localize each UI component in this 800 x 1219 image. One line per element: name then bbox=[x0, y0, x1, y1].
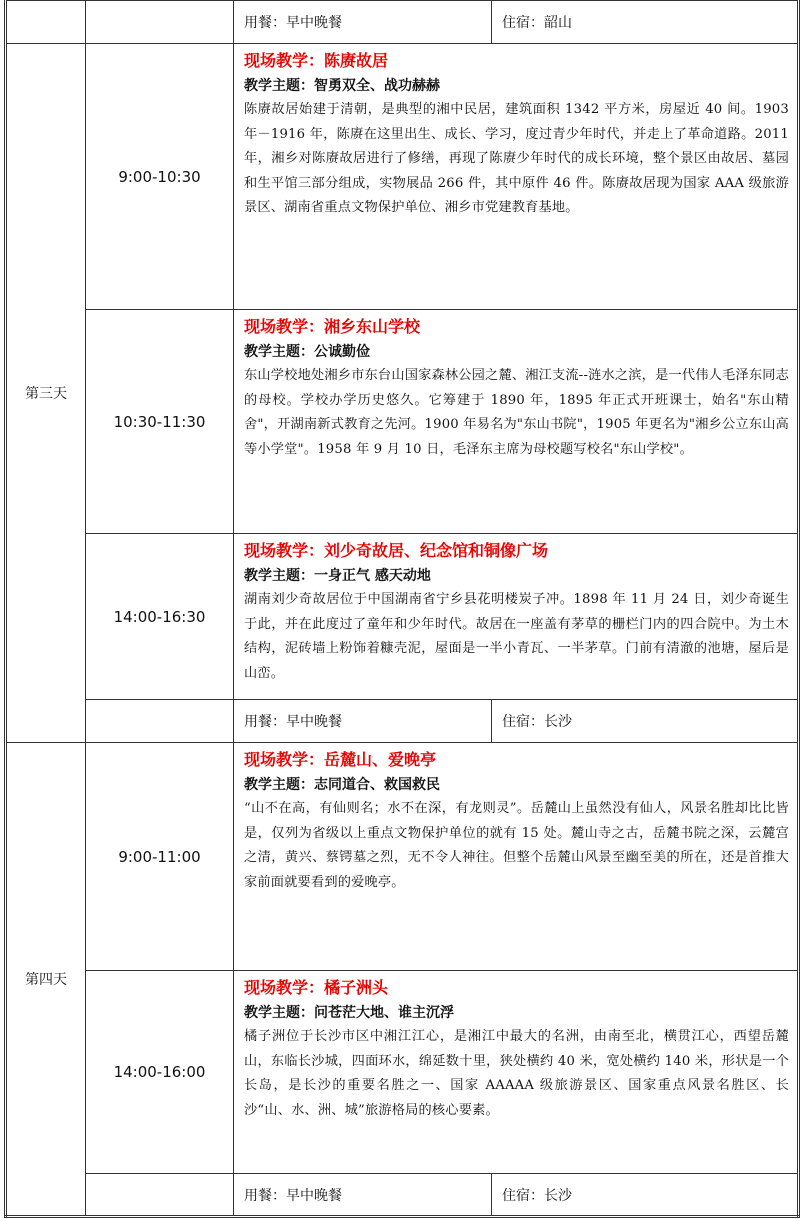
meal-cell: 用餐：早中晚餐 bbox=[234, 700, 492, 743]
table-row bbox=[6, 1, 799, 44]
time-cell-empty bbox=[86, 1, 234, 44]
session-description: 东山学校地处湘乡市东台山国家森林公园之麓、湘江支流--涟水之滨，是一代伟人毛泽东同志的母校。学校办学历史悠久。它筹建于 1890 年，1895 年正式开班课士，始名"东山精舍"，开湖南新式教育之先河。1900 年易名为"东山书院"，1905 年更名为"湘乡公立东山高等小学堂"。1958 年 9 月 10 日，毛泽东主席为母校题写校名"东山学校"。 bbox=[244, 368, 789, 457]
session-description: 陈赓故居始建于清朝，是典型的湘中民居，建筑面积 1342 平方米，房屋近 40 间。1903 年－1916 年，陈赓在这里出生、成长、学习，度过青少年时代，并走上了革命道路。2011 年，湘乡对陈赓故居进行了修缮，再现了陈赓少年时代的成长环境，整个景区由故居、墓园和生平馆三部分组成，实物展品 266 件，其中原件 46 件。陈赓故居现为国家 AAA 级旅游景区、湖南省重点文物保护单位、湘乡市党建教育基地。 bbox=[244, 102, 789, 216]
day-label: 第四天 bbox=[6, 743, 86, 1217]
session-time: 9:00-10:30 bbox=[86, 44, 234, 310]
time-cell-empty bbox=[86, 1174, 234, 1217]
session-title: 现场教学：刘少奇故居、纪念馆和铜像广场 bbox=[244, 541, 549, 560]
day-cell-empty bbox=[6, 1, 86, 44]
table-row bbox=[6, 310, 799, 534]
session-title: 现场教学：陈赓故居 bbox=[244, 51, 389, 70]
session-content bbox=[234, 310, 799, 534]
session-title: 现场教学：湘乡东山学校 bbox=[244, 317, 421, 336]
session-theme: 教学主题：一身正气 感天动地 bbox=[244, 568, 431, 584]
session-content bbox=[234, 44, 799, 310]
session-content bbox=[234, 971, 799, 1174]
session-description: “山不在高，有仙则名；水不在深，有龙则灵”。岳麓山上虽然没有仙人，风景名胜却比比皆是，仅列为省级以上重点文物保护单位的就有 15 处。麓山寺之古，岳麓书院之深，云麓宫之清，黄兴、蔡锷墓之烈，无不令人神往。但整个岳麓山风景至幽至美的所在，还是首推大家前面就要看到的爱晚亭。 bbox=[244, 801, 789, 890]
meal-cell: 用餐：早中晚餐 bbox=[234, 1174, 492, 1217]
session-time: 9:00-11:00 bbox=[86, 743, 234, 971]
table-row bbox=[6, 44, 799, 310]
meal-cell: 用餐：早中晚餐 bbox=[234, 1, 492, 44]
table-row bbox=[6, 1174, 799, 1217]
session-title: 现场教学：橘子洲头 bbox=[244, 978, 389, 997]
session-time: 10:30-11:30 bbox=[86, 310, 234, 534]
table-row bbox=[6, 534, 799, 700]
session-description: 橘子洲位于长沙市区中湘江江心，是湘江中最大的名洲，由南至北，横贯江心，西望岳麓山，东临长沙城，四面环水，绵延数十里，狭处横约 40 米，宽处横约 140 米，形状是一个长岛，是长沙的重要名胜之一、国家 AAAAA 级旅游景区、国家重点风景名胜区、长沙“山、水、洲、城”旅游格局的核心要素。 bbox=[244, 1029, 789, 1118]
stay-cell: 住宿：韶山 bbox=[492, 1, 799, 44]
table-row bbox=[6, 700, 799, 743]
stay-cell: 住宿：长沙 bbox=[492, 700, 799, 743]
day-label: 第三天 bbox=[6, 44, 86, 743]
table-row bbox=[6, 743, 799, 971]
table-row bbox=[6, 971, 799, 1174]
session-content bbox=[234, 534, 799, 700]
session-time: 14:00-16:30 bbox=[86, 534, 234, 700]
stay-cell: 住宿：长沙 bbox=[492, 1174, 799, 1217]
session-theme: 教学主题：问苍茫大地、谁主沉浮 bbox=[244, 1005, 454, 1021]
time-cell-empty bbox=[86, 700, 234, 743]
itinerary-table bbox=[4, 0, 800, 1218]
session-theme: 教学主题：志同道合、救国救民 bbox=[244, 777, 440, 793]
session-theme: 教学主题：智勇双全、战功赫赫 bbox=[244, 78, 440, 94]
session-theme: 教学主题：公诚勤俭 bbox=[244, 344, 370, 360]
session-content bbox=[234, 743, 799, 971]
session-time: 14:00-16:00 bbox=[86, 971, 234, 1174]
session-title: 现场教学：岳麓山、爱晚亭 bbox=[244, 750, 437, 769]
session-description: 湖南刘少奇故居位于中国湖南省宁乡县花明楼炭子冲。1898 年 11 月 24 日，刘少奇诞生于此，并在此度过了童年和少年时代。故居在一座盖有茅草的栅栏门内的四合院中。为土木结构，泥砖墙上粉饰着糠壳泥，屋面是一半小青瓦、一半茅草。门前有清澈的池塘，屋后是山峦。 bbox=[244, 592, 789, 681]
